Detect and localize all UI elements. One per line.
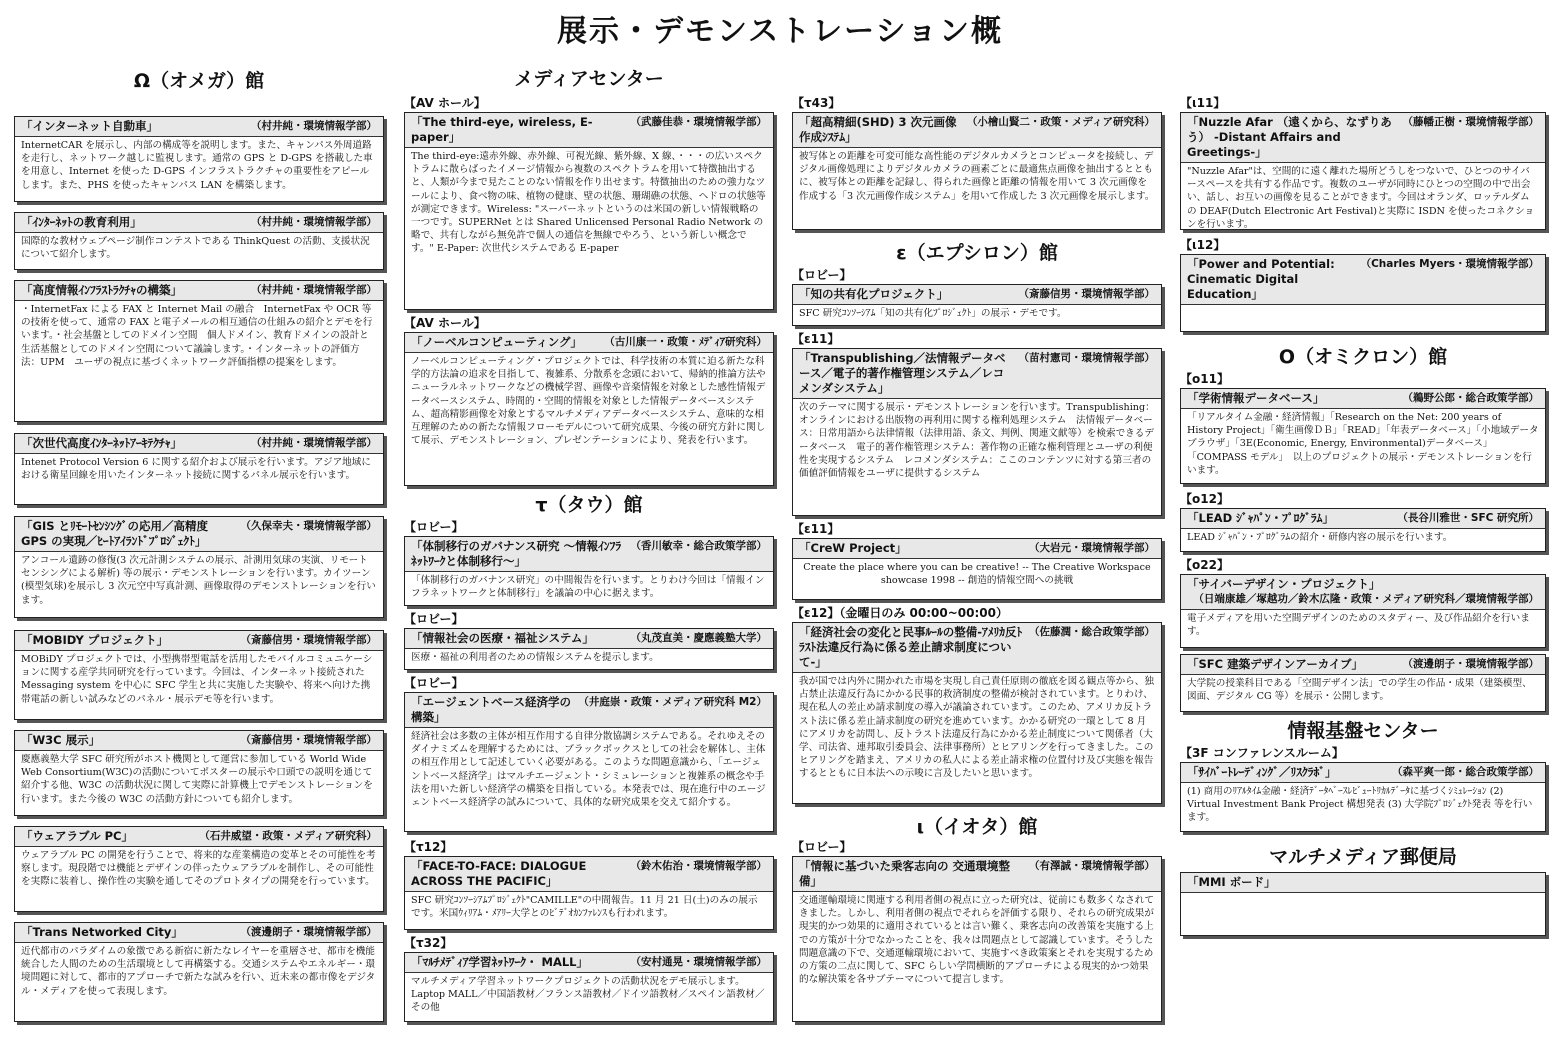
exhibit-author: （日端康雄／塚越功／鈴木広隆・政策・メディア研究科／環境情報学部） [1193, 593, 1539, 605]
exhibit-box [1180, 574, 1546, 648]
exhibit-box [1180, 508, 1546, 552]
room-label: 【ι12】 [1180, 238, 1226, 252]
exhibit-author: （斎藤信男・環境情報学部） [240, 634, 377, 646]
exhibit-box [1180, 388, 1546, 484]
exhibit-box [14, 630, 384, 720]
exhibit-author: （斎藤信男・環境情報学部） [240, 734, 377, 746]
exhibit-title: 「高度情報ｲﾝﾌﾗｽﾄﾗｸﾁｬの構築」 [21, 283, 182, 297]
exhibit-body: 次のテーマに関する展示・デモンストレーションを行います。Transpublishing： オンラインにおける出版物の再利用に関する権利処理システム 法情報データベース：日常用語から法律情報（法律用語、条文、判例、関連文献等）を検索できるデータベース 電子的著作権管理システム：著作物の正確な権利管理とユーザの利便性を実現するシステム レコメンダシステム：ここのコンテンツに対する第三者の価値評価情報をユーザに提供するシステム [799, 402, 1155, 480]
exhibit-title: 「MOBIDY プロジェクト」 [21, 633, 169, 647]
exhibit-body: (1) 商用のﾘｱﾙﾀｲﾑ金融・経済ﾃﾞｰﾀﾍﾞｰｽﾚﾋﾞｭｰﾄﾘｶﾙﾃﾞｰﾀに基づくｼﾐｭﾚｰｼｮﾝ (2) Virtual Investment Bank Project 構想発表 (3) 大学院ﾌﾟﾛｼﾞｪｸﾄ発表 等を行います。 [1187, 786, 1533, 824]
page-title: 展示・デモンストレーション概 [557, 14, 1003, 49]
exhibit-body: Intenet Protocol Version 6 に関する紹介および展示を行います。アジア地域における衛星回線を用いたインターネット接続に関するパネル展示を行います。 [21, 457, 371, 482]
exhibit-box [14, 280, 384, 422]
exhibit-author: （渡邊朗子・環境情報学部） [240, 926, 377, 938]
exhibit-body: 我が国では内外に開かれた市場を実現し自己責任原則の徹底を図る観点等から、独占禁止法違反行為にかかる民事的救済制度の整備が検討されています。とりわけ、現在私人の差止め請求制度の導入が議論されています。このため、アメリカ反トラスト法に係る差止請求制度の研究を進めています。かかる研究の一環として 8 月にアメリカを訪問し、反トラスト法違反行為にかかる差止制度について関係者（大学、司法省、連邦取引委員会、法律事務所）とヒアリングを行ってきました。このヒアリングを踏まえ、アメリカの私人による差止請求権の位置付け及び実態を報告するとともに日本法への示唆に言及したいと思います。 [799, 676, 1154, 780]
exhibit-author: （久保幸夫・環境情報学部） [240, 520, 377, 532]
exhibit-title: 「ウェアラブル PC」 [21, 829, 133, 843]
exhibit-author: （武藤佳恭・環境情報学部） [630, 116, 767, 128]
exhibit-author: （鵜野公郎・総合政策学部） [1402, 392, 1539, 404]
exhibit-title: 「CreW Project」 [799, 541, 907, 555]
room-label: 【ο11】 [1180, 372, 1229, 386]
exhibit-author: （村井純・環境情報学部） [251, 216, 377, 228]
exhibit-box [404, 952, 774, 1022]
exhibit-box [14, 433, 384, 505]
exhibit-title: 「LEAD ｼﾞｬﾊﾟﾝ・ﾌﾟﾛｸﾞﾗﾑ」 [1187, 511, 1334, 525]
exhibit-box [14, 516, 384, 618]
exhibit-body: 経済社会は多数の主体が相互作用する自律分散協調システムである。それゆえそのダイナミズムを理解するためには、ブラックボックスとしての社会を解体し、主体の相互作用として記述していく必要がある。このような問題意識から、「エージェントベース経済学」はマルチエージェント・シミュレーションと複雑系の概念や手法を用いた新しい経済学の構築を目指している。本発表では、現在進行中のエージェントベース経済学の試みについて、具体的な研究成果を交えて紹介する。 [411, 731, 766, 809]
exhibit-box [1180, 762, 1546, 832]
exhibit-body: ノーベルコンピューティング・プロジェクトでは、科学技術の本質に迫る新たな科学的方法論の追求を目指して、複雑系、分散系を念頭において、帰納的推論方法やニューラルネットワークなどの機械学習、画像や音楽情報を対象とした感性情報データベースシステム、時間的・空間的情報を対象とした情報データベースシステム、超高精影画像を対象とするマルチメディアデータベースシステム、意味的な相互理解のための新たな情報フローモデルについて研究成果、今後の研究方針に関して展示、デモンストレーション、プレゼンテーションにより、発表を行います。 [411, 356, 766, 447]
exhibit-body: MOBiDY プロジェクトでは、小型携帯型電話を活用したモバイルコミュニケーションに関する産学共同研究を行っています。今回は、インターネット接続された Messaging system を中心に SFC 学生と共に実施した実験や、将来へ向けた携帯電話の新しい試みなどのパネル・展示デモ等を行います。 [21, 654, 373, 705]
room-label: 【τ32】 [404, 936, 453, 950]
room-label: 【ロビー】 [404, 612, 464, 626]
exhibit-body [1181, 893, 1545, 897]
exhibit-author: （長谷川雅世・SFC 研究所） [1397, 512, 1539, 524]
exhibit-author: （鈴木佑治・環境情報学部） [630, 860, 767, 872]
exhibit-author: （石井威望・政策・メディア研究科） [199, 830, 377, 842]
exhibit-title: 「SFC 建築デザインアーカイブ」 [1187, 657, 1364, 671]
exhibit-body: "Nuzzle Afar"は、空間的に遠く離れた場所どうしをつないで、ひとつのサイバースペースを共有する作品です。複数のユーザが同時にひとつの空間の中で出会い、話し、お互いの画像を見ることができます。今回はオランダ、ロッテルダムの DEAF(Dutch Electronic Art Festival)と実際に ISDN を使ったコネクションを行います。 [1187, 166, 1535, 230]
room-label: 【ロビー】 [792, 840, 852, 854]
exhibit-box [14, 922, 384, 1022]
room-label: 【ε11】 [792, 522, 840, 536]
exhibit-box [404, 112, 774, 310]
room-label: 【τ43】 [792, 96, 841, 110]
exhibit-title: 「GIS とﾘﾓｰﾄｾﾝｼﾝｸﾞの応用／高精度 GPS の実現／ﾋｰﾄｱｲﾗﾝﾄﾞﾌﾟﾛｼﾞｪｸﾄ」 [21, 519, 209, 548]
room-label: 【ο12】 [1180, 492, 1229, 506]
room-label: 【AV ホール】 [404, 96, 486, 110]
room-label: 【ο22】 [1180, 558, 1229, 572]
exhibit-box [792, 856, 1162, 1022]
exhibit-body: SFC 研究ｺﾝｿｰｼｱﾑ「知の共有化ﾌﾟﾛｼﾞｪｸﾄ」の展示・デモです。 [799, 308, 1067, 319]
exhibit-title: 「ｻｲﾊﾞｰﾄﾚｰﾃﾞｨﾝｸﾞ／ﾘｽｸﾗﾎﾞ」 [1187, 765, 1337, 779]
hall-tau: τ（タウ）館 [535, 494, 643, 516]
exhibit-body: 交通運輸環境に関連する利用者側の視点に立った研究は、従前にも数多くなされてきました。しかし、利用者側の視点でそれらを評価する限り、それらの研究成果が現実的かつ効果的に適用されているとは言い難く、乗客志向の改善策を実施する上での方策が十分でなかったことを、我々は問題点として認識しています。そうした問題意識の下で、交通運輸環境において、実施すべき政策案とそれを実現するための方策の二点に関して、SFC らしい学問横断的アプローチによる現実的かつ効果的な解決策を各サブテーマについて提言します。 [799, 895, 1154, 986]
exhibit-author: （斎藤信男・環境情報学部） [1018, 288, 1155, 300]
exhibit-author: （香川敏幸・総合政策学部） [630, 540, 767, 552]
exhibit-title: 「Nuzzle Afar （遠くから、なずりあう） -Distant Affairs and Greetings-」 [1187, 115, 1392, 159]
room-label: 【3F コンファレンスルーム】 [1180, 746, 1344, 760]
exhibit-title: 「W3C 展示」 [21, 733, 101, 747]
exhibit-author: （村井純・環境情報学部） [251, 120, 377, 132]
exhibit-body: Create the place where you can be creative! -- The Creative Workspace showcase 1998 -- 創造的情報空間への挑戦 [803, 562, 1151, 587]
exhibit-body: 大学院の授業科目である「空間デザイン法」での学生の作品・成果（建築模型、図面、デジタル CG 等）を展示・公開します。 [1187, 678, 1532, 703]
room-label: 【ロビー】 [792, 268, 852, 282]
exhibit-title: 「超高精細(SHD) 3 次元画像作成ｼｽﾃﾑ」 [799, 115, 957, 144]
exhibit-author: （佐藤潤・総合政策学部） [1029, 626, 1155, 638]
exhibit-box [1180, 654, 1546, 712]
exhibit-box [1180, 112, 1546, 230]
exhibit-box [14, 116, 384, 202]
exhibit-body: 慶應義塾大学 SFC 研究所がホスト機関として運営に参加している World Wide Web Consortium(W3C)の活動についてポスターの展示や口頭での説明を通じて紹介する他、W3C の活動状況に関して実際に計算機上でデモンストレーションを行います。また今後の W3C の活動方針についても紹介します。 [21, 754, 373, 805]
exhibit-title: 「学術情報データベース」 [1187, 391, 1325, 405]
exhibit-box [14, 730, 384, 816]
exhibit-title: 「情報に基づいた乗客志向の 交通環境整備」 [799, 859, 1011, 888]
exhibit-body: ウェアラブル PC の開発を行うことで、将来的な産業構造の変革とその可能性を考察します。現段階では機能とデザインの伴ったウェアラブルを制作し、その可能性を実際に装着し、操作性の実験を通してそのプロトタイプの開発を行っています。 [21, 850, 376, 888]
room-label: 【ロビー】 [404, 520, 464, 534]
hall-info-center: 情報基盤センター [1287, 720, 1439, 742]
exhibit-title: 「次世代高度ｲﾝﾀｰﾈｯﾄｱｰｷﾃｸﾁｬ」 [21, 436, 182, 450]
exhibit-author: （大岩元・環境情報学部） [1029, 542, 1155, 554]
exhibit-box [404, 332, 774, 486]
exhibit-author: （村井純・環境情報学部） [251, 437, 377, 449]
exhibit-title: 「ﾏﾙﾁﾒﾃﾞｨｱ学習ﾈｯﾄﾜｰｸ・ MALL」 [411, 955, 589, 969]
exhibit-author: （有澤誠・環境情報学部） [1029, 860, 1155, 872]
hall-epsilon: ε（エプシロン）館 [896, 242, 1058, 264]
exhibit-author: （井庭崇・政策・メディア研究科 M2） [578, 696, 767, 708]
hall-multimedia-post: マルチメディア郵便局 [1269, 846, 1457, 868]
hall-omicron: Ο（オミクロン）館 [1278, 346, 1448, 368]
exhibit-title: 「MMI ボード」 [1187, 875, 1276, 889]
exhibit-body: 「体制移行のガバナンス研究」の中間報告を行います。とりわけ今回は「情報インフラネットワークと体制移行」を議論の中心に据えます。 [411, 575, 765, 600]
exhibit-box [404, 856, 774, 930]
exhibit-body: 「リアルタイム金融・経済情報」「Research on the Net: 200 years of History Project」「衛生画像ＤＢ」「READ」「年表データベース」「小地域データブラウザ」「3E(Economic, Energy, Environmental)データベース」「COMPASS モデル」 以上のプロジェクトの展示・デモンストレーションを行います。 [1187, 412, 1539, 476]
exhibit-title: 「知の共有化プロジェクト」 [799, 287, 949, 301]
exhibit-body [1181, 305, 1545, 309]
hall-omega: Ω（オメガ）館 [133, 70, 265, 92]
exhibit-author: （苗村憲司・環境情報学部） [1018, 352, 1155, 364]
exhibit-box [404, 692, 774, 832]
exhibit-box [14, 826, 384, 912]
exhibit-body: 電子メディアを用いた空間デザインのためのスタディー、及び作品紹介を行います。 [1187, 613, 1530, 638]
room-label: 【τ12】 [404, 840, 453, 854]
exhibit-body: SFC 研究ｺﾝｿｰｼｱﾑﾌﾟﾛｼﾞｪｸﾄ"CAMILLE"の中間報告。11 月 21 日(土)のみの展示です。米国ｳｨﾘｱﾑ・ﾒｱﾘｰ大学とのﾋﾞﾃﾞｵｶﾝﾌｧﾚﾝｽも行われます。 [411, 895, 758, 920]
exhibit-body: ・InternetFax による FAX と Internet Mail の融合 InternetFax や OCR 等の技術を使って、通常の FAX と電子メールの相互通信の仕組みの紹介とデモを行います。・社会基盤としてのドメイン空間 個人ドメイン、教育ドメインの設計と生活基盤としてのドメイン空間について議論します。・インターネットの評価方法：UPM ユーザの視点に基づくネットワーク評価指標の提案をします。 [21, 304, 373, 368]
exhibit-title: 「ｲﾝﾀｰﾈｯﾄの教育利用」 [21, 215, 142, 229]
exhibit-title: 「経済社会の変化と民事ﾙｰﾙの整備-ｱﾒﾘｶ反ﾄﾗｽﾄ法違反行為に係る差止請求制度について-」 [799, 625, 1023, 669]
exhibit-body: マルチメディア学習ネットワークプロジェクトの活動状況をデモ展示します。Laptop MALL／中国語教材／フランス語教材／ドイツ語教材／スペイン語教材／その他 [411, 976, 765, 1014]
exhibit-box [792, 622, 1162, 804]
exhibit-author: （古川康一・政策・ﾒﾃﾞｨｱ研究科） [604, 336, 767, 348]
exhibit-body: InternetCAR を展示し、内部の構成等を説明します。また、キャンパス外周道路を走行し、ネットワーク越しに監視します。通常の GPS と D-GPS を搭載した車を用意し、Internet を使った D-GPS インフラストラクチャの重要性をアピールします。また、PHS を使ったキャンパス LAN を構築します。 [21, 140, 373, 191]
room-label: 【AV ホール】 [404, 316, 486, 330]
exhibit-title: 「FACE-TO-FACE: DIALOGUE ACROSS THE PACIFIC」 [411, 859, 587, 888]
exhibit-box [792, 348, 1162, 516]
exhibit-body: 国際的な教材ウェブページ制作コンテストである ThinkQuest の活動、支援状況について紹介します。 [21, 236, 370, 261]
room-label: 【ε11】 [792, 332, 840, 346]
exhibit-title: 「Power and Potential: Cinematic Digital Education」 [1187, 257, 1335, 301]
exhibit-title: 「体制移行のガバナンス研究 ～情報ｲﾝﾌﾗﾈｯﾄﾜｰｸと体制移行～」 [411, 539, 622, 568]
exhibit-body: 近代都市のパラダイムの象徴である新宿に新たなレイヤーを重層させ、都市を機能統合した人間のための生活環境として再構築する。交通システムやエネルギー・環境問題に対して、都市的アプローチで新たな試みを行い、近未来の都市像をデジタル・メディアを使って表現します。 [21, 946, 376, 997]
exhibit-title: 「情報社会の医療・福祉システム」 [411, 631, 594, 645]
exhibit-body: LEAD ｼﾞｬﾊﾟﾝ・ﾌﾟﾛｸﾞﾗﾑの紹介・研修内容の展示を行います。 [1187, 532, 1453, 543]
exhibit-box [1180, 254, 1546, 332]
room-label: 【ε12】（金曜日のみ 00:00~00:00） [792, 606, 1009, 620]
room-label: 【ロビー】 [404, 676, 464, 690]
exhibit-box [404, 536, 774, 606]
exhibit-title: 「The third-eye, wireless, E-paper」 [411, 115, 593, 144]
exhibit-box [792, 112, 1162, 230]
exhibit-author: （小檜山賢二・政策・メディア研究科） [966, 116, 1155, 128]
exhibit-body: 医療・福祉の利用者のための情報システムを提示します。 [411, 652, 659, 663]
exhibit-title: 「Trans Networked City」 [21, 925, 183, 939]
exhibit-author: （Charles Myers・環境情報学部） [1360, 258, 1539, 270]
exhibit-box [14, 212, 384, 270]
exhibit-box [1180, 872, 1546, 936]
exhibit-author: （渡邊朗子・環境情報学部） [1402, 658, 1539, 670]
exhibit-title: 「サイバーデザイン・プロジェクト」 [1187, 577, 1381, 591]
room-label: 【ι11】 [1180, 96, 1226, 110]
exhibit-title: 「ノーベルコンピューティング」 [411, 335, 583, 349]
exhibit-title: 「Transpublishing／法情報データベース／電子的著作権管理システム／レコメンダシステム」 [799, 351, 1006, 395]
exhibit-author: （安村通晃・環境情報学部） [630, 956, 767, 968]
exhibit-body: The third-eye:遠赤外線、赤外線、可視光線、紫外線、X 線、・・・の広いスペクトラムに散らばったイメージ情報から複数のスペクトラムを用いて特徴抽出すると、人類が今まで見たことのない情報を作り出せます。特徴抽出のための強力なツールにより、食べ物の味、植物の健康、壁の状態、珊瑚礁の状態、ヘドロの状態等が測定できます。Wireless: "スーパーネットというのは米国の新しい情報戦略の一つです。SUPERNet とは Shared Unlicensed Personal Radio Network の略で、共有しながら無免許で個人の通信を無線でやろう、という新しい概念です。" E-Paper: 次世代システムである E-paper [411, 151, 766, 255]
exhibit-author: （森平爽一郎・総合政策学部） [1392, 766, 1539, 778]
exhibit-box [792, 538, 1162, 600]
exhibit-author: （丸茂直美・慶應義塾大学） [630, 632, 767, 644]
exhibit-author: （村井純・環境情報学部） [251, 284, 377, 296]
exhibit-body: 被写体との距離を可変可能な高性能のデジタルカメラとコンピュータを接続し、デジタル画像処理によりデジタルカメラの画素ごとに最適焦点画像を抽出するとともに、被写体との距離を記録し、得られた画像と距離の情報を用いて 3 次元画像を作成する「3 次元画像作成システム」を用いて作成した 3 次元画像を展示します。 [799, 151, 1155, 202]
hall-iota: ι（イオタ）館 [916, 816, 1038, 838]
exhibit-body: アンコール遺跡の修復(3 次元計測システムの展示、計測用気球の実演、リモートセンシングによる解析) 等の展示・デモンストレーションを行います。カイツーン(模型気球)を展示し 3 次元空中写真計測、画像取得のデモンストレーションを行います。 [21, 555, 376, 606]
exhibit-box [404, 628, 774, 670]
exhibit-author: （藤幡正樹・環境情報学部） [1402, 116, 1539, 128]
exhibit-title: 「インターネット自動車」 [21, 119, 158, 133]
exhibit-title: 「エージェントベース経済学の構築」 [411, 695, 571, 724]
exhibit-box [792, 284, 1162, 326]
hall-media-center: メディアセンター [514, 68, 664, 90]
